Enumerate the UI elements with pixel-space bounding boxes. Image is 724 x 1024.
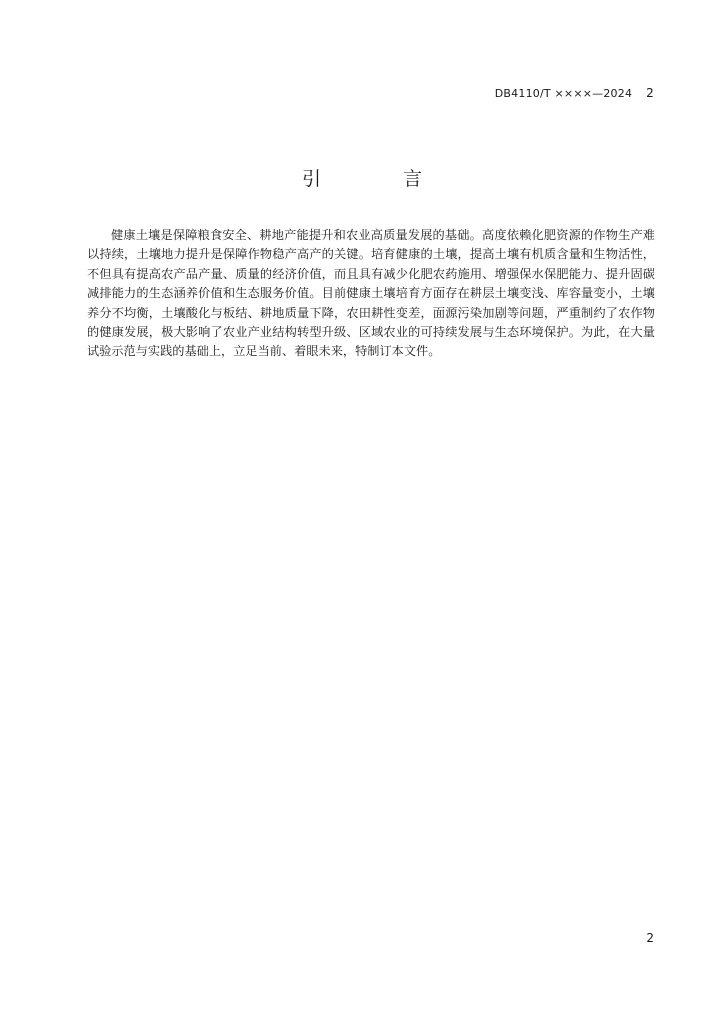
header-page-number: 2 (646, 86, 654, 100)
footer-page-number: 2 (646, 931, 654, 945)
introduction-paragraph: 健康土壤是保障粮食安全、耕地产能提升和农业高质量发展的基础。高度依赖化肥资源的作物生产难以持续，土壤地力提升是保障作物稳产高产的关键。培育健康的土壤，提高土壤有机质含量和生物活性，不但具有提高农产品产量、质量的经济价值，而且具有减少化肥农药施用、增强保水保肥能力、提升固碳减排能力的生态涵养价值和生态服务价值。目前健康土壤培育方面存在耕层土壤变浅、库容量变小，土壤养分不均衡，土壤酸化与板结、耕地质量下降，农田耕性变差，面源污染加剧等问题，严重制约了农作物的健康发展，极大影响了农业产业结构转型升级、区域农业的可持续发展与生态环境保护。为此，在大量试验示范与实践的基础上，立足当前、着眼未来，特制订本文件。 (87, 228, 655, 359)
section-title: 引 言 (301, 168, 461, 190)
page-header (495, 86, 654, 100)
standard-code: DB4110/T ××××—2024 (494, 87, 633, 100)
